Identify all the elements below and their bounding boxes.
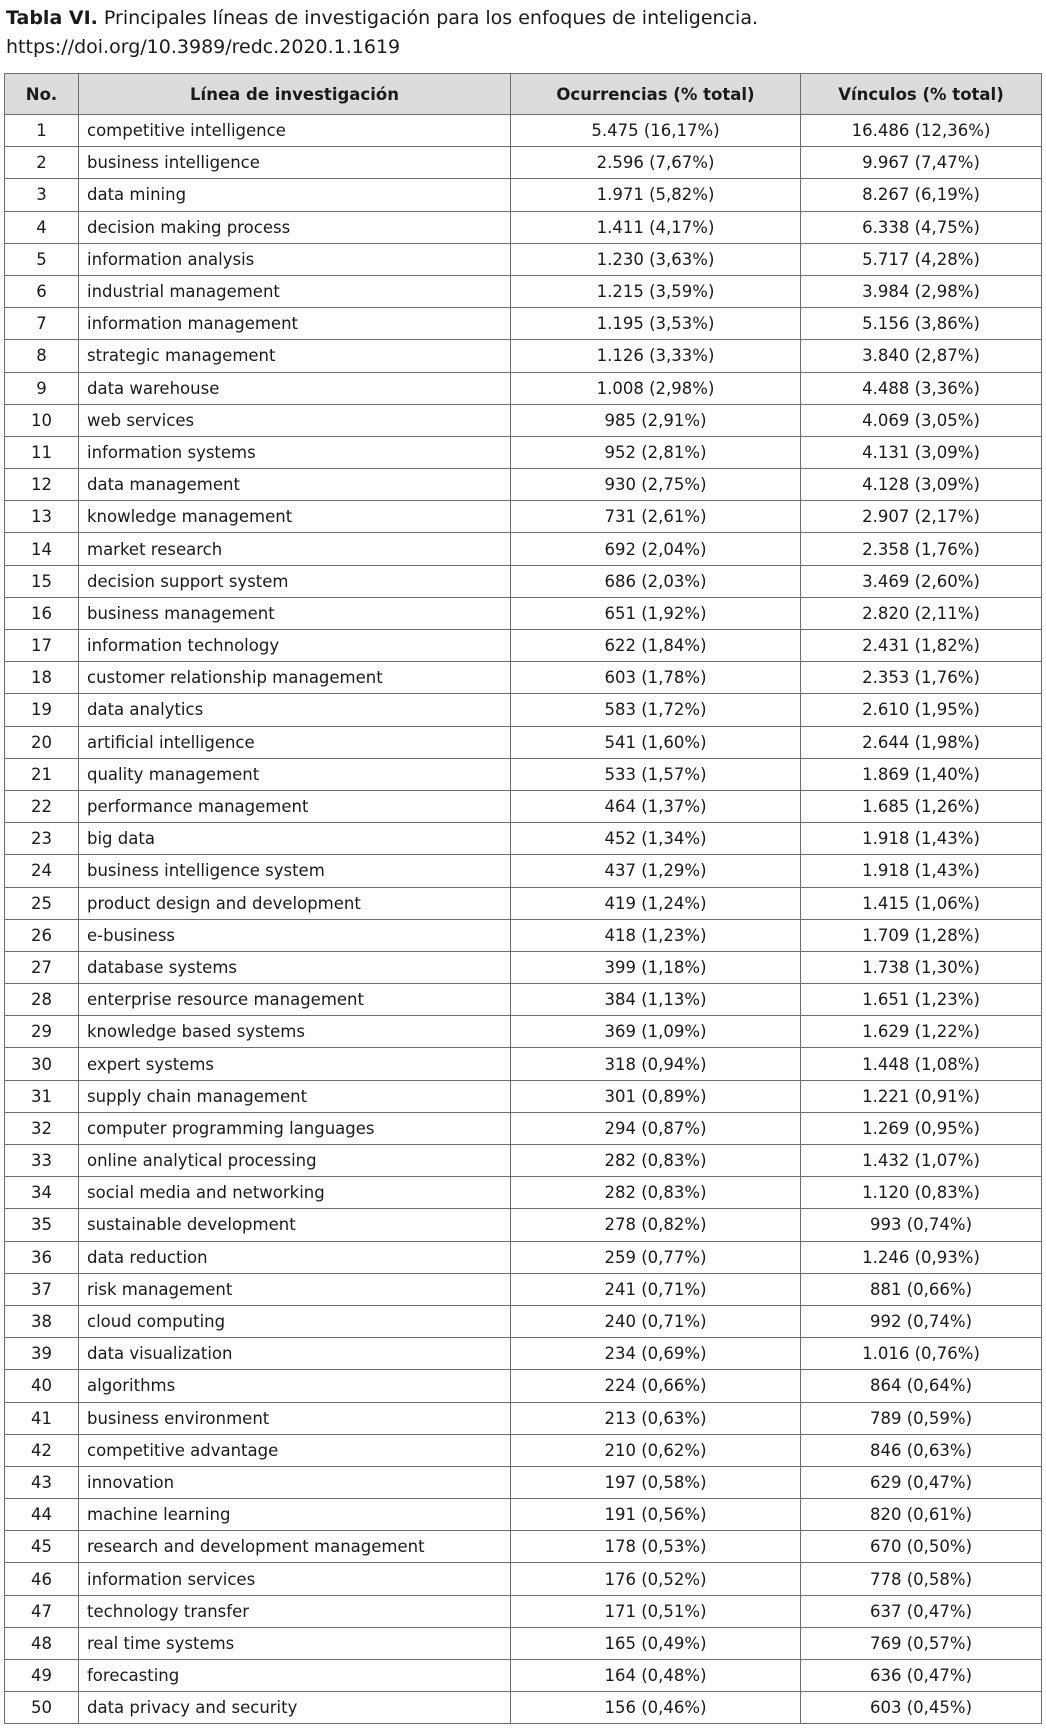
row-occurrences: 234 (0,69%) — [511, 1338, 801, 1370]
row-research-line: product design and development — [79, 887, 511, 919]
row-number: 26 — [5, 919, 79, 951]
row-research-line: e-business — [79, 919, 511, 951]
row-links: 1.432 (1,07%) — [801, 1145, 1042, 1177]
row-links: 881 (0,66%) — [801, 1273, 1042, 1305]
table-row — [5, 372, 1042, 404]
table-row — [5, 1305, 1042, 1337]
row-number: 24 — [5, 855, 79, 887]
row-number: 48 — [5, 1627, 79, 1659]
table-row — [5, 823, 1042, 855]
table-row — [5, 1273, 1042, 1305]
row-links: 670 (0,50%) — [801, 1531, 1042, 1563]
table-row — [5, 694, 1042, 726]
header-line: Línea de investigación — [79, 74, 511, 115]
table-header-row — [5, 74, 1042, 115]
row-research-line: business intelligence system — [79, 855, 511, 887]
row-number: 47 — [5, 1595, 79, 1627]
row-number: 6 — [5, 275, 79, 307]
row-links: 6.338 (4,75%) — [801, 211, 1042, 243]
row-number: 20 — [5, 726, 79, 758]
row-links: 3.469 (2,60%) — [801, 565, 1042, 597]
row-links: 4.488 (3,36%) — [801, 372, 1042, 404]
row-research-line: innovation — [79, 1466, 511, 1498]
table-row — [5, 1241, 1042, 1273]
row-occurrences: 603 (1,78%) — [511, 662, 801, 694]
row-occurrences: 282 (0,83%) — [511, 1145, 801, 1177]
row-links: 1.709 (1,28%) — [801, 919, 1042, 951]
row-occurrences: 985 (2,91%) — [511, 404, 801, 436]
row-number: 33 — [5, 1145, 79, 1177]
row-links: 1.415 (1,06%) — [801, 887, 1042, 919]
table-row — [5, 1563, 1042, 1595]
row-links: 1.269 (0,95%) — [801, 1112, 1042, 1144]
row-research-line: industrial management — [79, 275, 511, 307]
table-row — [5, 1048, 1042, 1080]
row-number: 16 — [5, 597, 79, 629]
row-research-line: enterprise resource management — [79, 984, 511, 1016]
table-row — [5, 275, 1042, 307]
caption-line — [6, 4, 758, 33]
table-row — [5, 340, 1042, 372]
table-row — [5, 1112, 1042, 1144]
row-research-line: web services — [79, 404, 511, 436]
row-links: 2.358 (1,76%) — [801, 533, 1042, 565]
row-number: 5 — [5, 243, 79, 275]
table-row — [5, 1402, 1042, 1434]
table-row — [5, 1338, 1042, 1370]
table-row — [5, 501, 1042, 533]
row-occurrences: 259 (0,77%) — [511, 1241, 801, 1273]
row-research-line: data privacy and security — [79, 1692, 511, 1724]
row-research-line: decision making process — [79, 211, 511, 243]
row-links: 8.267 (6,19%) — [801, 179, 1042, 211]
row-links: 769 (0,57%) — [801, 1627, 1042, 1659]
row-research-line: knowledge based systems — [79, 1016, 511, 1048]
row-links: 5.717 (4,28%) — [801, 243, 1042, 275]
row-occurrences: 464 (1,37%) — [511, 790, 801, 822]
row-research-line: data visualization — [79, 1338, 511, 1370]
table-row — [5, 1627, 1042, 1659]
row-number: 1 — [5, 115, 79, 147]
row-occurrences: 1.195 (3,53%) — [511, 308, 801, 340]
table-row — [5, 1177, 1042, 1209]
row-number: 12 — [5, 469, 79, 501]
row-occurrences: 930 (2,75%) — [511, 469, 801, 501]
row-occurrences: 156 (0,46%) — [511, 1692, 801, 1724]
table-caption — [6, 4, 758, 62]
row-links: 2.907 (2,17%) — [801, 501, 1042, 533]
row-research-line: information technology — [79, 630, 511, 662]
row-number: 41 — [5, 1402, 79, 1434]
row-occurrences: 318 (0,94%) — [511, 1048, 801, 1080]
row-research-line: competitive intelligence — [79, 115, 511, 147]
row-number: 14 — [5, 533, 79, 565]
row-number: 42 — [5, 1434, 79, 1466]
row-research-line: supply chain management — [79, 1080, 511, 1112]
table-row — [5, 790, 1042, 822]
row-occurrences: 191 (0,56%) — [511, 1499, 801, 1531]
row-occurrences: 1.230 (3,63%) — [511, 243, 801, 275]
row-links: 1.120 (0,83%) — [801, 1177, 1042, 1209]
table-body — [5, 115, 1042, 1724]
row-research-line: forecasting — [79, 1660, 511, 1692]
table-row — [5, 1499, 1042, 1531]
row-research-line: information analysis — [79, 243, 511, 275]
row-number: 23 — [5, 823, 79, 855]
row-links: 1.918 (1,43%) — [801, 855, 1042, 887]
row-links: 1.869 (1,40%) — [801, 758, 1042, 790]
row-occurrences: 399 (1,18%) — [511, 951, 801, 983]
row-number: 30 — [5, 1048, 79, 1080]
table-row — [5, 726, 1042, 758]
row-research-line: market research — [79, 533, 511, 565]
row-occurrences: 541 (1,60%) — [511, 726, 801, 758]
table-row — [5, 1434, 1042, 1466]
row-number: 15 — [5, 565, 79, 597]
row-research-line: data reduction — [79, 1241, 511, 1273]
table-row — [5, 951, 1042, 983]
row-number: 27 — [5, 951, 79, 983]
table-row — [5, 211, 1042, 243]
table-row — [5, 758, 1042, 790]
table-row — [5, 984, 1042, 1016]
row-research-line: algorithms — [79, 1370, 511, 1402]
header-links: Vínculos (% total) — [801, 74, 1042, 115]
table-row — [5, 1016, 1042, 1048]
row-number: 8 — [5, 340, 79, 372]
row-number: 35 — [5, 1209, 79, 1241]
row-links: 1.221 (0,91%) — [801, 1080, 1042, 1112]
row-number: 46 — [5, 1563, 79, 1595]
caption-label: Tabla VI. — [6, 7, 98, 29]
row-occurrences: 369 (1,09%) — [511, 1016, 801, 1048]
row-research-line: data management — [79, 469, 511, 501]
table-row — [5, 919, 1042, 951]
row-research-line: data analytics — [79, 694, 511, 726]
table-row — [5, 1660, 1042, 1692]
row-occurrences: 686 (2,03%) — [511, 565, 801, 597]
row-links: 2.644 (1,98%) — [801, 726, 1042, 758]
row-links: 2.820 (2,11%) — [801, 597, 1042, 629]
row-links: 789 (0,59%) — [801, 1402, 1042, 1434]
row-research-line: performance management — [79, 790, 511, 822]
row-links: 992 (0,74%) — [801, 1305, 1042, 1337]
row-research-line: big data — [79, 823, 511, 855]
row-number: 45 — [5, 1531, 79, 1563]
row-occurrences: 171 (0,51%) — [511, 1595, 801, 1627]
row-number: 10 — [5, 404, 79, 436]
row-links: 820 (0,61%) — [801, 1499, 1042, 1531]
row-number: 36 — [5, 1241, 79, 1273]
row-links: 4.069 (3,05%) — [801, 404, 1042, 436]
table-row — [5, 1370, 1042, 1402]
table-row — [5, 308, 1042, 340]
row-occurrences: 452 (1,34%) — [511, 823, 801, 855]
row-occurrences: 418 (1,23%) — [511, 919, 801, 951]
row-number: 49 — [5, 1660, 79, 1692]
row-number: 43 — [5, 1466, 79, 1498]
row-links: 846 (0,63%) — [801, 1434, 1042, 1466]
row-number: 21 — [5, 758, 79, 790]
table-row — [5, 533, 1042, 565]
row-occurrences: 1.008 (2,98%) — [511, 372, 801, 404]
row-research-line: social media and networking — [79, 1177, 511, 1209]
row-research-line: technology transfer — [79, 1595, 511, 1627]
row-occurrences: 437 (1,29%) — [511, 855, 801, 887]
row-occurrences: 419 (1,24%) — [511, 887, 801, 919]
row-number: 50 — [5, 1692, 79, 1724]
row-occurrences: 240 (0,71%) — [511, 1305, 801, 1337]
research-lines-table — [4, 73, 1042, 1724]
row-number: 44 — [5, 1499, 79, 1531]
row-number: 25 — [5, 887, 79, 919]
row-links: 993 (0,74%) — [801, 1209, 1042, 1241]
table-row — [5, 565, 1042, 597]
row-research-line: risk management — [79, 1273, 511, 1305]
row-links: 629 (0,47%) — [801, 1466, 1042, 1498]
row-links: 1.448 (1,08%) — [801, 1048, 1042, 1080]
row-number: 39 — [5, 1338, 79, 1370]
row-research-line: expert systems — [79, 1048, 511, 1080]
row-research-line: strategic management — [79, 340, 511, 372]
table-row — [5, 662, 1042, 694]
row-occurrences: 278 (0,82%) — [511, 1209, 801, 1241]
row-links: 16.486 (12,36%) — [801, 115, 1042, 147]
row-number: 19 — [5, 694, 79, 726]
row-links: 1.629 (1,22%) — [801, 1016, 1042, 1048]
row-research-line: information management — [79, 308, 511, 340]
row-links: 2.431 (1,82%) — [801, 630, 1042, 662]
row-research-line: research and development management — [79, 1531, 511, 1563]
table-row — [5, 597, 1042, 629]
header-occurrences: Ocurrencias (% total) — [511, 74, 801, 115]
row-research-line: online analytical processing — [79, 1145, 511, 1177]
row-number: 22 — [5, 790, 79, 822]
row-links: 3.840 (2,87%) — [801, 340, 1042, 372]
table-row — [5, 1595, 1042, 1627]
row-links: 1.738 (1,30%) — [801, 951, 1042, 983]
row-research-line: business management — [79, 597, 511, 629]
caption-text: Principales líneas de investigación para los enfoques de inteligencia. — [103, 7, 759, 29]
row-links: 603 (0,45%) — [801, 1692, 1042, 1724]
row-links: 3.984 (2,98%) — [801, 275, 1042, 307]
row-research-line: information services — [79, 1563, 511, 1595]
row-links: 637 (0,47%) — [801, 1595, 1042, 1627]
table-row — [5, 147, 1042, 179]
table-row — [5, 469, 1042, 501]
row-number: 7 — [5, 308, 79, 340]
table-row — [5, 887, 1042, 919]
row-occurrences: 178 (0,53%) — [511, 1531, 801, 1563]
row-research-line: competitive advantage — [79, 1434, 511, 1466]
row-number: 38 — [5, 1305, 79, 1337]
row-research-line: machine learning — [79, 1499, 511, 1531]
table-row — [5, 1531, 1042, 1563]
table-row — [5, 436, 1042, 468]
row-occurrences: 5.475 (16,17%) — [511, 115, 801, 147]
row-occurrences: 651 (1,92%) — [511, 597, 801, 629]
row-research-line: data warehouse — [79, 372, 511, 404]
header-no: No. — [5, 74, 79, 115]
row-occurrences: 731 (2,61%) — [511, 501, 801, 533]
row-number: 4 — [5, 211, 79, 243]
row-occurrences: 583 (1,72%) — [511, 694, 801, 726]
row-occurrences: 197 (0,58%) — [511, 1466, 801, 1498]
table-row — [5, 404, 1042, 436]
row-number: 29 — [5, 1016, 79, 1048]
row-occurrences: 1.411 (4,17%) — [511, 211, 801, 243]
row-occurrences: 294 (0,87%) — [511, 1112, 801, 1144]
row-research-line: decision support system — [79, 565, 511, 597]
row-links: 1.918 (1,43%) — [801, 823, 1042, 855]
table-row — [5, 1080, 1042, 1112]
row-number: 28 — [5, 984, 79, 1016]
row-links: 2.610 (1,95%) — [801, 694, 1042, 726]
row-links: 2.353 (1,76%) — [801, 662, 1042, 694]
row-number: 2 — [5, 147, 79, 179]
row-occurrences: 622 (1,84%) — [511, 630, 801, 662]
row-research-line: business intelligence — [79, 147, 511, 179]
row-occurrences: 224 (0,66%) — [511, 1370, 801, 1402]
row-occurrences: 164 (0,48%) — [511, 1660, 801, 1692]
row-occurrences: 213 (0,63%) — [511, 1402, 801, 1434]
row-research-line: cloud computing — [79, 1305, 511, 1337]
row-number: 32 — [5, 1112, 79, 1144]
row-research-line: database systems — [79, 951, 511, 983]
row-occurrences: 210 (0,62%) — [511, 1434, 801, 1466]
row-research-line: computer programming languages — [79, 1112, 511, 1144]
row-links: 1.651 (1,23%) — [801, 984, 1042, 1016]
row-links: 1.016 (0,76%) — [801, 1338, 1042, 1370]
row-occurrences: 282 (0,83%) — [511, 1177, 801, 1209]
table-row — [5, 1692, 1042, 1724]
row-number: 3 — [5, 179, 79, 211]
row-occurrences: 301 (0,89%) — [511, 1080, 801, 1112]
row-number: 13 — [5, 501, 79, 533]
row-occurrences: 165 (0,49%) — [511, 1627, 801, 1659]
row-links: 4.128 (3,09%) — [801, 469, 1042, 501]
row-research-line: artificial intelligence — [79, 726, 511, 758]
row-number: 40 — [5, 1370, 79, 1402]
row-research-line: data mining — [79, 179, 511, 211]
row-links: 864 (0,64%) — [801, 1370, 1042, 1402]
row-links: 9.967 (7,47%) — [801, 147, 1042, 179]
table-row — [5, 1209, 1042, 1241]
row-occurrences: 1.126 (3,33%) — [511, 340, 801, 372]
row-number: 17 — [5, 630, 79, 662]
row-number: 34 — [5, 1177, 79, 1209]
table-row — [5, 243, 1042, 275]
row-number: 9 — [5, 372, 79, 404]
row-research-line: real time systems — [79, 1627, 511, 1659]
row-occurrences: 692 (2,04%) — [511, 533, 801, 565]
row-research-line: quality management — [79, 758, 511, 790]
row-links: 5.156 (3,86%) — [801, 308, 1042, 340]
row-number: 31 — [5, 1080, 79, 1112]
row-occurrences: 533 (1,57%) — [511, 758, 801, 790]
row-number: 18 — [5, 662, 79, 694]
table-row — [5, 1466, 1042, 1498]
row-links: 1.246 (0,93%) — [801, 1241, 1042, 1273]
table-row — [5, 630, 1042, 662]
caption-doi[interactable]: https://doi.org/10.3989/redc.2020.1.1619 — [6, 36, 401, 58]
row-links: 636 (0,47%) — [801, 1660, 1042, 1692]
table-row — [5, 1145, 1042, 1177]
row-research-line: sustainable development — [79, 1209, 511, 1241]
row-occurrences: 176 (0,52%) — [511, 1563, 801, 1595]
row-links: 1.685 (1,26%) — [801, 790, 1042, 822]
row-occurrences: 1.215 (3,59%) — [511, 275, 801, 307]
table-row — [5, 115, 1042, 147]
table-row — [5, 179, 1042, 211]
row-occurrences: 1.971 (5,82%) — [511, 179, 801, 211]
row-number: 11 — [5, 436, 79, 468]
row-research-line: information systems — [79, 436, 511, 468]
row-research-line: business environment — [79, 1402, 511, 1434]
row-occurrences: 384 (1,13%) — [511, 984, 801, 1016]
row-links: 4.131 (3,09%) — [801, 436, 1042, 468]
row-occurrences: 952 (2,81%) — [511, 436, 801, 468]
row-research-line: knowledge management — [79, 501, 511, 533]
row-occurrences: 2.596 (7,67%) — [511, 147, 801, 179]
table-row — [5, 855, 1042, 887]
row-occurrences: 241 (0,71%) — [511, 1273, 801, 1305]
row-research-line: customer relationship management — [79, 662, 511, 694]
row-links: 778 (0,58%) — [801, 1563, 1042, 1595]
row-number: 37 — [5, 1273, 79, 1305]
